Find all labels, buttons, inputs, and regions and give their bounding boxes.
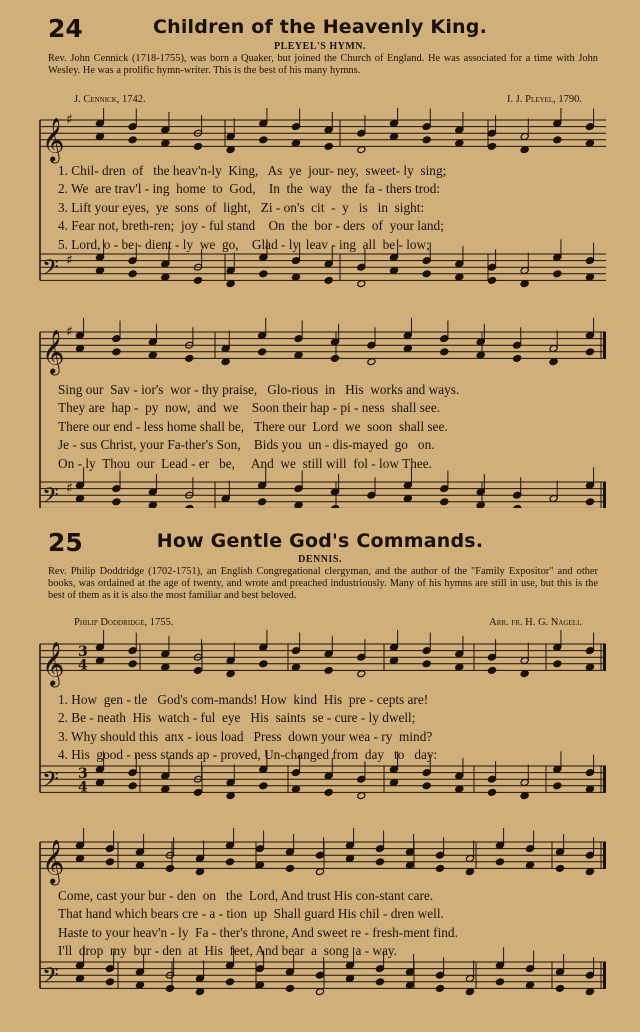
note-head bbox=[405, 981, 414, 989]
note-head bbox=[193, 666, 202, 674]
note-head bbox=[324, 666, 333, 674]
note-head bbox=[495, 978, 504, 986]
note-head bbox=[105, 978, 114, 986]
lyric-line: 5. Lord, o - be - dient - ly we go, Glad - ly leav - ing all be - low; bbox=[58, 236, 430, 252]
note-head bbox=[193, 142, 202, 150]
author-note: Rev. John Cennick (1718-1755), was born a Quaker, but joined the Church of England. He was associated for a time with John Wesley. He was a prolific hymn-writer. This is the best of his many hymns. bbox=[48, 53, 598, 76]
note-head bbox=[455, 785, 464, 793]
note-head bbox=[455, 273, 464, 281]
sharp-icon: ♯ bbox=[66, 480, 73, 497]
verse-lyrics bbox=[58, 162, 598, 254]
lyric-line: Je - sus Christ, your Fa-ther's Son, Bids you un - dis-mayed go on. bbox=[58, 437, 435, 453]
note-head bbox=[226, 280, 235, 288]
note-head bbox=[285, 864, 294, 872]
bass-clef-icon: 𝄢 bbox=[42, 767, 59, 798]
note-head bbox=[95, 779, 104, 787]
note-head bbox=[112, 348, 121, 356]
note-head bbox=[291, 139, 300, 147]
sharp-icon: ♯ bbox=[66, 112, 73, 128]
note-head bbox=[495, 858, 504, 866]
note-head bbox=[259, 136, 268, 144]
lyric-line: I'll drop my bur - den at His feet, And bear a song a - way. bbox=[58, 943, 398, 959]
note-head bbox=[345, 975, 354, 983]
note-head bbox=[345, 855, 354, 863]
note-head bbox=[440, 498, 449, 506]
treble-clef-icon: 𝄞 bbox=[42, 839, 65, 884]
note-head bbox=[389, 779, 398, 787]
note-head bbox=[585, 139, 594, 147]
treble-clef-icon: 𝄞 bbox=[42, 329, 65, 374]
note-head bbox=[585, 498, 594, 506]
note-head bbox=[520, 146, 529, 154]
verse-lyrics bbox=[58, 691, 598, 765]
note-head bbox=[258, 498, 267, 506]
note-head bbox=[161, 273, 170, 281]
lyric-line: That hand which bears cre - a - tion up Shall guard His chil - dren well. bbox=[58, 906, 444, 922]
note-head bbox=[422, 660, 431, 668]
note-head bbox=[161, 663, 170, 671]
note-head bbox=[357, 280, 366, 288]
music-credit: Arr. fr. H. G. Nageli. bbox=[489, 617, 582, 628]
note-head bbox=[389, 657, 398, 665]
tune-name: PLEYEL'S HYMN. bbox=[273, 41, 366, 52]
note-head bbox=[165, 984, 174, 992]
note-head bbox=[520, 280, 529, 288]
final-barline bbox=[603, 766, 606, 792]
note-head bbox=[403, 345, 412, 353]
note-head bbox=[221, 358, 230, 366]
note-head bbox=[128, 660, 137, 668]
note-head bbox=[422, 136, 431, 144]
note-head bbox=[75, 975, 84, 983]
lyric-line: Haste to your heav'n - ly Fa - ther's throne, And sweet re - fresh-ment find. bbox=[58, 924, 458, 940]
note-head bbox=[487, 788, 496, 796]
note-head bbox=[128, 270, 137, 278]
note-head bbox=[465, 988, 474, 996]
note-head bbox=[161, 785, 170, 793]
note-head bbox=[315, 868, 324, 876]
verse-lyrics bbox=[58, 381, 598, 473]
time-signature-icon: 4 bbox=[78, 657, 88, 674]
words-credit: Philip Doddridge, 1755. bbox=[74, 617, 174, 628]
note-head bbox=[513, 354, 522, 362]
note-head bbox=[105, 858, 114, 866]
note-head bbox=[389, 267, 398, 275]
note-head bbox=[357, 670, 366, 678]
note-head bbox=[389, 133, 398, 141]
note-head bbox=[553, 782, 562, 790]
note-head bbox=[291, 785, 300, 793]
note-head bbox=[165, 864, 174, 872]
note-head bbox=[226, 792, 235, 800]
lyric-line: 2. Be - neath His watch - ful eye His saints se - cure - ly dwell; bbox=[58, 710, 416, 726]
note-head bbox=[553, 660, 562, 668]
time-signature-icon: 3 bbox=[78, 766, 88, 783]
note-head bbox=[226, 670, 235, 678]
lyric-line: 4. Fear not, breth-ren; joy - ful stand On the bor - ders of your land; bbox=[58, 218, 444, 234]
note-head bbox=[135, 981, 144, 989]
lyric-line: 1. Chil- dren of the heav'n-ly King, As ye jour- ney, sweet- ly sing; bbox=[58, 163, 447, 178]
final-barline bbox=[603, 332, 606, 358]
note-head bbox=[525, 861, 534, 869]
note-head bbox=[193, 788, 202, 796]
note-head bbox=[520, 792, 529, 800]
note-head bbox=[95, 267, 104, 275]
note-head bbox=[585, 273, 594, 281]
final-barline bbox=[603, 962, 606, 988]
note-head bbox=[185, 504, 194, 508]
final-barline bbox=[603, 842, 606, 868]
note-head bbox=[95, 133, 104, 141]
note-head bbox=[555, 984, 564, 992]
note-head bbox=[403, 495, 412, 503]
note-head bbox=[135, 861, 144, 869]
note-head bbox=[128, 782, 137, 790]
note-head bbox=[525, 981, 534, 989]
note-head bbox=[259, 660, 268, 668]
lyric-line: On - ly Thou our Lead - er be, And we still will fol - low Thee. bbox=[58, 455, 432, 471]
note-head bbox=[225, 858, 234, 866]
tune-name: DENNIS. bbox=[298, 554, 342, 565]
note-head bbox=[112, 498, 121, 506]
music-credit: I. J. Pleyel, 1790. bbox=[507, 94, 582, 105]
note-head bbox=[357, 792, 366, 800]
note-head bbox=[405, 861, 414, 869]
note-head bbox=[324, 142, 333, 150]
note-head bbox=[161, 139, 170, 147]
lyric-line: 2. We are trav'l - ing home to God, In the way the fa - thers trod: bbox=[58, 181, 441, 197]
lyric-line: There our end - less home shall be, There our Lord we soon shall see. bbox=[58, 418, 448, 434]
hymn-number: 24 bbox=[48, 14, 83, 43]
lyric-line: 3. Lift your eyes, ye sons of light, Zi - on's cit - y is in sight: bbox=[58, 199, 425, 215]
note-head bbox=[294, 351, 303, 359]
note-head bbox=[553, 136, 562, 144]
verse-lyrics bbox=[58, 887, 598, 961]
hymn-title: Children of the Heavenly King. bbox=[152, 16, 488, 38]
note-head bbox=[476, 351, 485, 359]
note-head bbox=[440, 348, 449, 356]
note-head bbox=[324, 788, 333, 796]
note-head bbox=[259, 782, 268, 790]
note-head bbox=[285, 984, 294, 992]
note-head bbox=[513, 504, 522, 508]
note-head bbox=[330, 504, 339, 508]
note-head bbox=[585, 988, 594, 996]
note-head bbox=[487, 666, 496, 674]
note-head bbox=[148, 351, 157, 359]
bass-clef-icon: 𝄢 bbox=[42, 963, 59, 994]
note-head bbox=[422, 782, 431, 790]
note-head bbox=[315, 988, 324, 996]
note-head bbox=[128, 136, 137, 144]
note-head bbox=[330, 354, 339, 362]
note-head bbox=[585, 868, 594, 876]
bass-clef-icon: 𝄢 bbox=[42, 483, 59, 508]
note-head bbox=[291, 663, 300, 671]
note-head bbox=[75, 345, 84, 353]
note-head bbox=[226, 146, 235, 154]
note-head bbox=[193, 276, 202, 284]
bass-clef-icon: 𝄢 bbox=[42, 255, 59, 286]
note-head bbox=[555, 864, 564, 872]
hymn-number: 25 bbox=[48, 528, 83, 557]
lyric-line: 1. How gen - tle God's com-mands! How kind His pre - cepts are! bbox=[58, 692, 429, 707]
note-head bbox=[487, 142, 496, 150]
note-head bbox=[225, 978, 234, 986]
note-head bbox=[185, 354, 194, 362]
note-head bbox=[553, 270, 562, 278]
note-head bbox=[585, 785, 594, 793]
note-head bbox=[585, 663, 594, 671]
sharp-icon: ♯ bbox=[66, 252, 73, 269]
note-head bbox=[357, 146, 366, 154]
final-barline bbox=[603, 644, 606, 670]
note-head bbox=[465, 868, 474, 876]
note-head bbox=[258, 348, 267, 356]
lyric-line: 3. Why should this anx - ious load Press down your wea - ry mind? bbox=[58, 728, 433, 744]
treble-clef-icon: 𝄞 bbox=[42, 117, 65, 162]
note-head bbox=[435, 864, 444, 872]
sharp-icon: ♯ bbox=[66, 324, 73, 340]
note-head bbox=[75, 495, 84, 503]
note-head bbox=[259, 270, 268, 278]
note-head bbox=[520, 670, 529, 678]
time-signature-icon: 4 bbox=[78, 779, 88, 796]
note-head bbox=[75, 855, 84, 863]
time-signature-icon: 3 bbox=[78, 644, 88, 661]
note-head bbox=[435, 984, 444, 992]
note-head bbox=[487, 276, 496, 284]
note-head bbox=[375, 978, 384, 986]
note-head bbox=[255, 861, 264, 869]
note-head bbox=[95, 657, 104, 665]
note-head bbox=[195, 988, 204, 996]
note-head bbox=[375, 858, 384, 866]
note-head bbox=[324, 276, 333, 284]
note-head bbox=[585, 348, 594, 356]
author-note: Rev. Philip Doddridge (1702-1751), an English Congregational clergyman, and the author of the "Family Expositor" and other books, was ordained at the age of twenty, and wrote and preached industriously. Many of his hymns are still in use, but this is the best of them as it is also the most familiar and best beloved. bbox=[48, 566, 598, 601]
hymn-title: How Gentle God's Commands. bbox=[156, 530, 484, 552]
note-head bbox=[549, 358, 558, 366]
note-head bbox=[255, 981, 264, 989]
note-head bbox=[195, 868, 204, 876]
lyric-line: They are hap - py now, and we Soon their hap - pi - ness shall see. bbox=[58, 400, 441, 416]
words-credit: J. Cennick, 1742. bbox=[74, 94, 146, 105]
note-head bbox=[367, 358, 376, 366]
note-head bbox=[422, 270, 431, 278]
treble-clef-icon: 𝄞 bbox=[42, 641, 65, 686]
note-head bbox=[455, 139, 464, 147]
final-barline bbox=[603, 482, 606, 508]
lyric-line: Sing our Sav - ior's wor - thy praise, Glo-rious in His works and ways. bbox=[58, 382, 460, 397]
note-head bbox=[291, 273, 300, 281]
lyric-line: 4. His good - ness stands ap - proved, Un-changed from day to day: bbox=[58, 747, 438, 763]
lyric-line: Come, cast your bur - den on the Lord, And trust His con-stant care. bbox=[58, 888, 434, 903]
note-head bbox=[455, 663, 464, 671]
